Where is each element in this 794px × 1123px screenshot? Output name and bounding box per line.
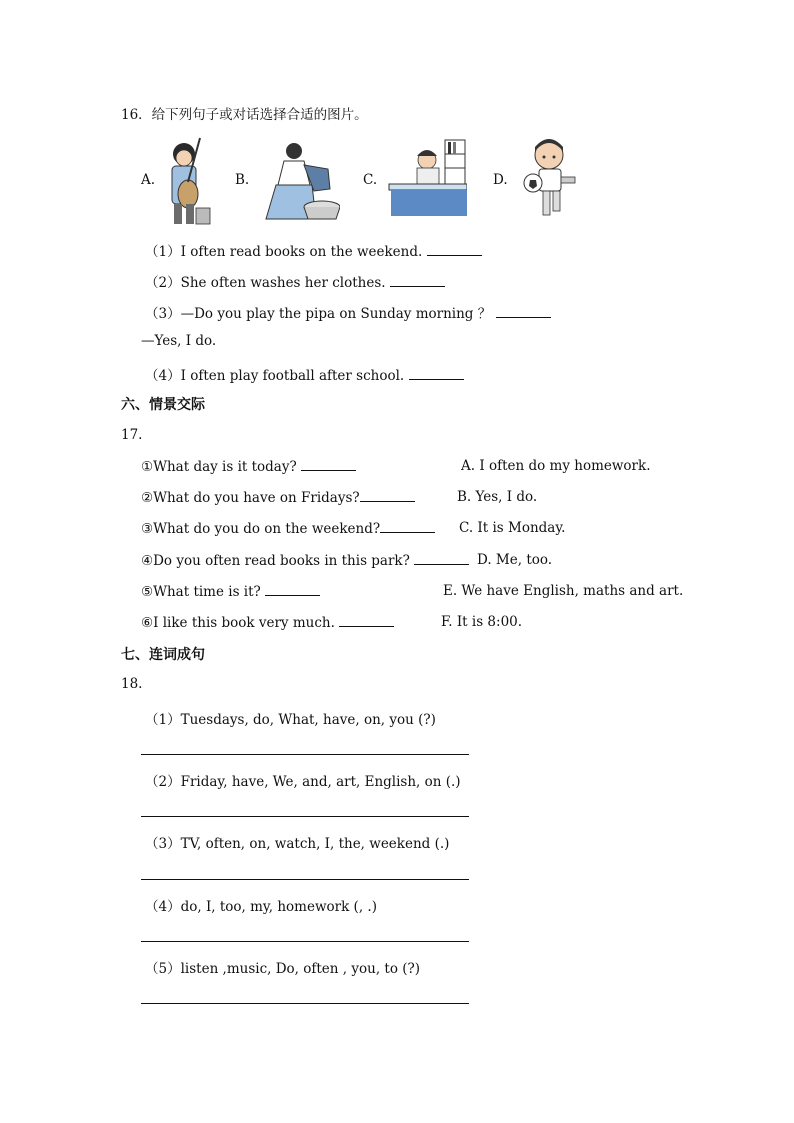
q16-title: 16．给下列句子或对话选择合适的图片。 bbox=[121, 107, 368, 123]
q17-number: 17. bbox=[121, 427, 143, 443]
q18-number: 18. bbox=[121, 676, 143, 692]
answer-blank[interactable] bbox=[427, 243, 482, 256]
q17-answer-f: F. It is 8:00. bbox=[441, 614, 523, 630]
q18-item-2: （2）Friday, have, We, and, art, English, on (.) bbox=[145, 774, 461, 790]
option-d-label: D. bbox=[493, 172, 508, 188]
answer-blank[interactable] bbox=[414, 552, 469, 565]
q17-question-3: ③What do you do on the weekend? bbox=[141, 520, 435, 537]
boy-playing-football-icon bbox=[519, 135, 579, 219]
answer-line[interactable] bbox=[141, 754, 469, 755]
q17-answer-c: C. It is Monday. bbox=[459, 520, 566, 536]
q16-item-3-reply: —Yes, I do. bbox=[141, 333, 217, 349]
q17-answer-b: B. Yes, I do. bbox=[457, 489, 538, 505]
q17-question-5: ⑤What time is it? bbox=[141, 583, 320, 600]
girl-reading-at-desk-icon bbox=[387, 138, 467, 216]
answer-line[interactable] bbox=[141, 816, 469, 817]
q17-question-2: ②What do you have on Fridays? bbox=[141, 489, 415, 506]
answer-blank[interactable] bbox=[390, 274, 445, 287]
section-7-title: 七、连词成句 bbox=[121, 647, 205, 663]
woman-washing-clothes-icon bbox=[258, 139, 340, 221]
q17-question-1: ①What day is it today? bbox=[141, 458, 356, 475]
answer-line[interactable] bbox=[141, 941, 469, 942]
q16-item-3: （3）—Do you play the pipa on Sunday morning ？ bbox=[145, 302, 551, 322]
q17-answer-e: E. We have English, maths and art. bbox=[443, 583, 684, 599]
answer-blank[interactable] bbox=[409, 367, 464, 380]
q18-item-5: （5）listen ,music, Do, often , you, to (?) bbox=[145, 961, 421, 977]
option-a-label: A. bbox=[141, 172, 156, 188]
q18-item-1: （1）Tuesdays, do, What, have, on, you (?) bbox=[145, 712, 436, 728]
answer-blank[interactable] bbox=[380, 520, 435, 533]
q16-item-1: （1）I often read books on the weekend. bbox=[145, 240, 482, 260]
boy-playing-pipa-icon bbox=[162, 136, 218, 226]
answer-blank[interactable] bbox=[339, 614, 394, 627]
answer-blank[interactable] bbox=[301, 458, 356, 471]
section-6-title: 六、情景交际 bbox=[121, 397, 205, 413]
answer-line[interactable] bbox=[141, 1003, 469, 1004]
q17-question-6: ⑥I like this book very much. bbox=[141, 614, 394, 631]
q18-item-3: （3）TV, often, on, watch, I, the, weekend (.) bbox=[145, 836, 450, 852]
q18-item-4: （4）do, I, too, my, homework (, .) bbox=[145, 899, 377, 915]
q17-question-4: ④Do you often read books in this park? bbox=[141, 552, 469, 569]
answer-line[interactable] bbox=[141, 879, 469, 880]
q17-answer-d: D. Me, too. bbox=[477, 552, 553, 568]
option-b-label: B. bbox=[235, 172, 250, 188]
q16-item-4: （4）I often play football after school. bbox=[145, 364, 464, 384]
option-c-label: C. bbox=[363, 172, 378, 188]
q17-answer-a: A. I often do my homework. bbox=[461, 458, 651, 474]
answer-blank[interactable] bbox=[496, 305, 551, 318]
q16-item-2: （2）She often washes her clothes. bbox=[145, 271, 445, 291]
answer-blank[interactable] bbox=[360, 489, 415, 502]
answer-blank[interactable] bbox=[265, 583, 320, 596]
